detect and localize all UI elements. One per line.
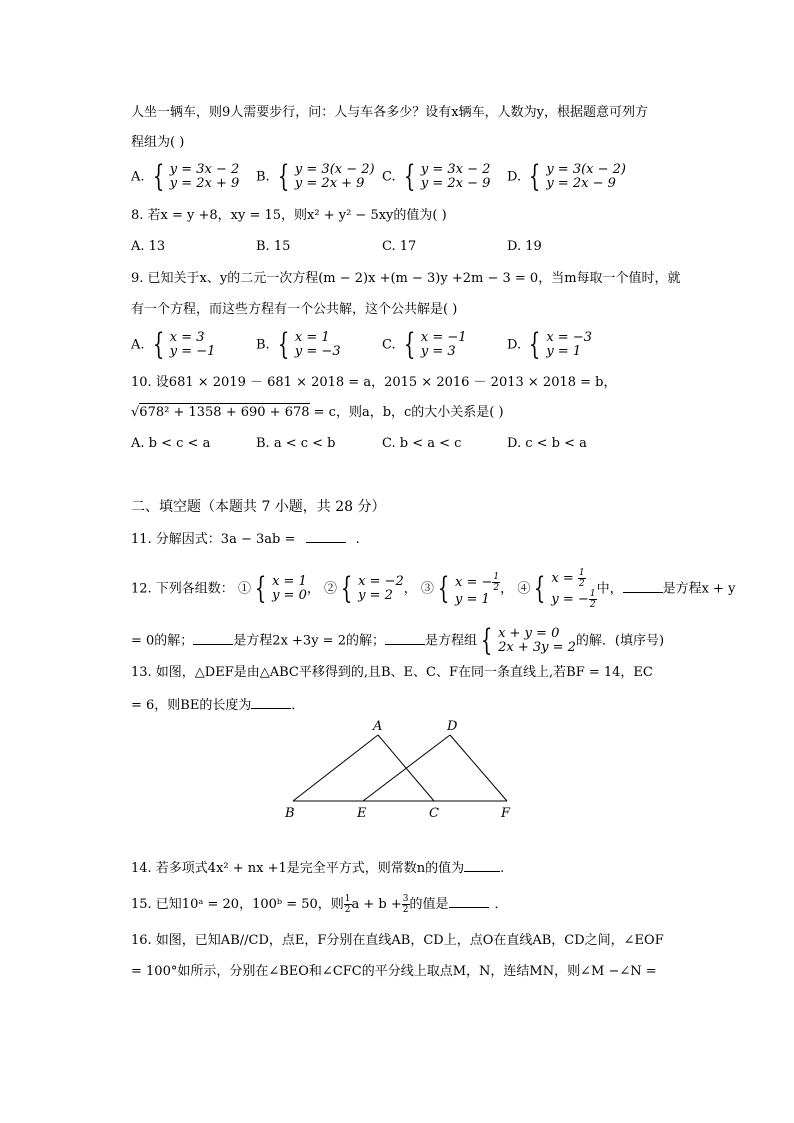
q8-option-c[interactable]: C. 17	[382, 239, 417, 254]
q12-line2: = 0的解； 是方程2x +3y = 2的解； 是方程组 { x + y = 0 2x + 3y = 2 的解．(填序号)	[131, 623, 665, 658]
option-letter: D.	[507, 169, 522, 185]
q13-line2-text: = 6，则BE的长度为	[131, 698, 252, 713]
label-c: C	[429, 806, 439, 821]
group-num-3: ③	[420, 581, 434, 597]
q14	[131, 859, 504, 878]
q13-line1: 13. 如图，△DEF是由△ABC平移得到的,且B、E、C、F在同一条直线上,若BF = 14，EC	[131, 665, 653, 680]
q9-option-b[interactable]: B. { x = 1 y = −3	[256, 327, 341, 362]
q12-line2-a: = 0的解；	[131, 633, 194, 649]
q12-line2-b: 是方程2x +3y = 2的解；	[233, 633, 385, 649]
q8-option-b[interactable]: B. 15	[256, 239, 291, 254]
q9-line2: 有一个方程，而这些方程有一个公共解，这个公共解是( )	[131, 302, 458, 317]
eq-row: y = −	[551, 592, 589, 607]
eq-row: x =	[551, 571, 578, 586]
q11-text: 11. 分解因式：3a − 3ab =	[131, 532, 296, 547]
q12-tail1: 中，	[596, 581, 623, 597]
eq-row: y = 3x − 2	[169, 162, 240, 177]
group-num-4: ④	[517, 581, 531, 597]
answer-blank[interactable]	[464, 859, 500, 872]
q10-line2-rest: = c，则a，b，c的大小关系是( )	[309, 405, 504, 420]
q15-mid: a + b +	[351, 897, 402, 912]
option-letter: B.	[256, 337, 270, 353]
q12-pre: 12. 下列各组数：	[131, 581, 234, 597]
eq-row: x = 3	[169, 330, 205, 345]
frac-den: 2	[589, 600, 596, 610]
q10-line2	[131, 404, 504, 422]
eq-row: y = 2x + 9	[294, 176, 365, 191]
eq-row: 2x + 3y = 2	[498, 640, 576, 655]
option-letter: D.	[507, 337, 522, 353]
group-num-2: ②	[324, 581, 338, 597]
eq-row: y = −3	[294, 344, 341, 359]
q16-line2: = 100°如所示，分别在∠BEO和∠CFC的平分线上取点M，N，连结MN，则∠M −∠N =	[131, 964, 657, 979]
eq-row: y = 2	[358, 588, 393, 603]
label-a: A	[373, 719, 383, 734]
q14-post: .	[500, 861, 505, 876]
q11	[131, 530, 360, 549]
q10-line1: 10. 设681 × 2019 － 681 × 2018 = a，2015 × 2016 － 2013 × 2018 = b，	[131, 375, 617, 390]
eq-row: x = −	[455, 574, 493, 590]
q7-option-a[interactable]: A. { y = 3x − 2 y = 2x + 9	[131, 159, 240, 194]
frac-num: 1	[344, 894, 351, 904]
triangle-figure	[0, 715, 794, 845]
eq-row: x = 1	[294, 330, 330, 345]
answer-blank[interactable]	[623, 580, 663, 593]
option-letter: A.	[131, 337, 145, 353]
q9-option-d[interactable]: D. { x = −3 y = 1	[507, 327, 592, 362]
eq-row: y = 3(x − 2)	[546, 162, 627, 177]
sqrt-body: 678² + 1358 + 690 + 678	[139, 405, 310, 420]
segment-ab	[293, 735, 378, 801]
q10-option-c[interactable]: C. b < a < c	[382, 436, 462, 451]
segment-df	[450, 735, 507, 801]
eq-row: x + y = 0	[498, 626, 560, 641]
frac-num: 1	[589, 589, 596, 599]
frac-num: 1	[493, 571, 500, 582]
q7-line1: 人坐一辆车，则9人需要步行，问：人与车各多少？设有x辆车，人数为y，根据题意可列方	[131, 105, 648, 120]
label-b: B	[285, 806, 295, 821]
q14-text: 14. 若多项式4x² + nx +1是完全平方式，则常数n的值为	[131, 861, 465, 876]
frac-den: 2	[493, 582, 500, 593]
q9-option-a[interactable]: A. { x = 3 y = −1	[131, 327, 216, 362]
sqrt-sign: √	[131, 405, 140, 420]
comma: ，	[500, 581, 514, 597]
frac-den: 2	[578, 579, 585, 589]
frac-den: 2	[402, 905, 409, 915]
q10-option-a[interactable]: A. b < c < a	[131, 436, 211, 451]
eq-row: x = 1	[272, 574, 307, 589]
q16-line1: 16. 如图，已知AB//CD，点E，F分别在直线AB，CD上，点O在直线AB，CD之间，∠EOF	[131, 933, 664, 948]
q7-option-b[interactable]: B. { y = 3(x − 2) y = 2x + 9	[256, 159, 375, 194]
q7-option-d[interactable]: D. { y = 3(x − 2) y = 2x − 9	[507, 159, 627, 194]
q12-line1: 12. 下列各组数： ① { x = 1 y = 0 ， ② { x = −2 y = 2 ， ③ { x = − $\frac{1}{2}$ y = 1 ， ④ { x = $\frac{1}{2}$ y = − $\frac{1}{2}$ 中， 是方程x + y	[131, 568, 736, 610]
q7-line2: 程组为( )	[131, 135, 185, 150]
eq-row: y = 2x + 9	[169, 176, 240, 191]
option-letter: C.	[382, 169, 396, 185]
q8-text: 8. 若x = y +8，xy = 15，则x² + y² − 5xy的值为( )	[131, 208, 447, 223]
answer-blank[interactable]	[449, 895, 489, 908]
label-d: D	[447, 719, 458, 734]
q15	[131, 894, 508, 915]
eq-row: y = 2x − 9	[420, 176, 491, 191]
q13-line2	[131, 696, 304, 715]
q7-option-c[interactable]: C. { y = 3x − 2 y = 2x − 9	[382, 159, 491, 194]
q8-option-d[interactable]: D. 19	[507, 239, 542, 254]
eq-row: y = 3x − 2	[420, 162, 491, 177]
eq-row: y = 1	[455, 591, 490, 607]
q9-option-c[interactable]: C. { x = −1 y = 3	[382, 327, 467, 362]
option-letter: B.	[256, 169, 270, 185]
answer-blank[interactable]	[251, 696, 291, 709]
q10-option-d[interactable]: D. c < b < a	[507, 436, 587, 451]
answer-blank[interactable]	[306, 530, 346, 543]
comma: ，	[403, 581, 417, 597]
q12-line2-c: 是方程组	[424, 633, 477, 649]
eq-row: x = −2	[358, 574, 404, 589]
frac-den: 2	[344, 905, 351, 915]
answer-blank[interactable]	[193, 632, 233, 645]
answer-blank[interactable]	[385, 632, 425, 645]
q10-option-b[interactable]: B. a < c < b	[256, 436, 336, 451]
q9-line1: 9. 已知关于x、y的二元一次方程(m − 2)x +(m − 3)y +2m − 3 = 0，当m每取一个值时，就	[131, 271, 681, 286]
eq-row: y = 0	[272, 588, 307, 603]
q15-text: 15. 已知10ᵃ = 20，100ᵇ = 50，则	[131, 897, 344, 912]
q12-tail2: 是方程x + y	[662, 581, 736, 597]
eq-row: y = 3(x − 2)	[294, 162, 375, 177]
frac-num: 1	[578, 568, 585, 578]
q15-end: ．	[494, 897, 508, 912]
group-num-1: ①	[237, 581, 251, 597]
eq-row: y = 3	[420, 344, 456, 359]
q11-post: .	[355, 532, 360, 547]
label-e: E	[357, 806, 367, 821]
eq-row: x = −1	[420, 330, 467, 345]
q12-line2-d: 的解．(填序号)	[575, 633, 665, 649]
q15-post: 的值是	[409, 897, 449, 912]
eq-row: y = −1	[169, 344, 216, 359]
segment-de	[363, 735, 450, 801]
eq-row: y = 1	[546, 344, 582, 359]
label-f: F	[501, 806, 511, 821]
eq-row: x = −3	[546, 330, 592, 345]
q8-option-a[interactable]: A. 13	[131, 239, 166, 254]
section-heading: 二、填空题（本题共 7 小题，共 28 分）	[131, 499, 386, 515]
comma: ，	[306, 581, 320, 597]
q13-post: ．	[291, 698, 305, 713]
eq-row: y = 2x − 9	[546, 176, 616, 191]
option-letter: A.	[131, 169, 145, 185]
option-letter: C.	[382, 337, 396, 353]
frac-num: 3	[402, 894, 409, 904]
